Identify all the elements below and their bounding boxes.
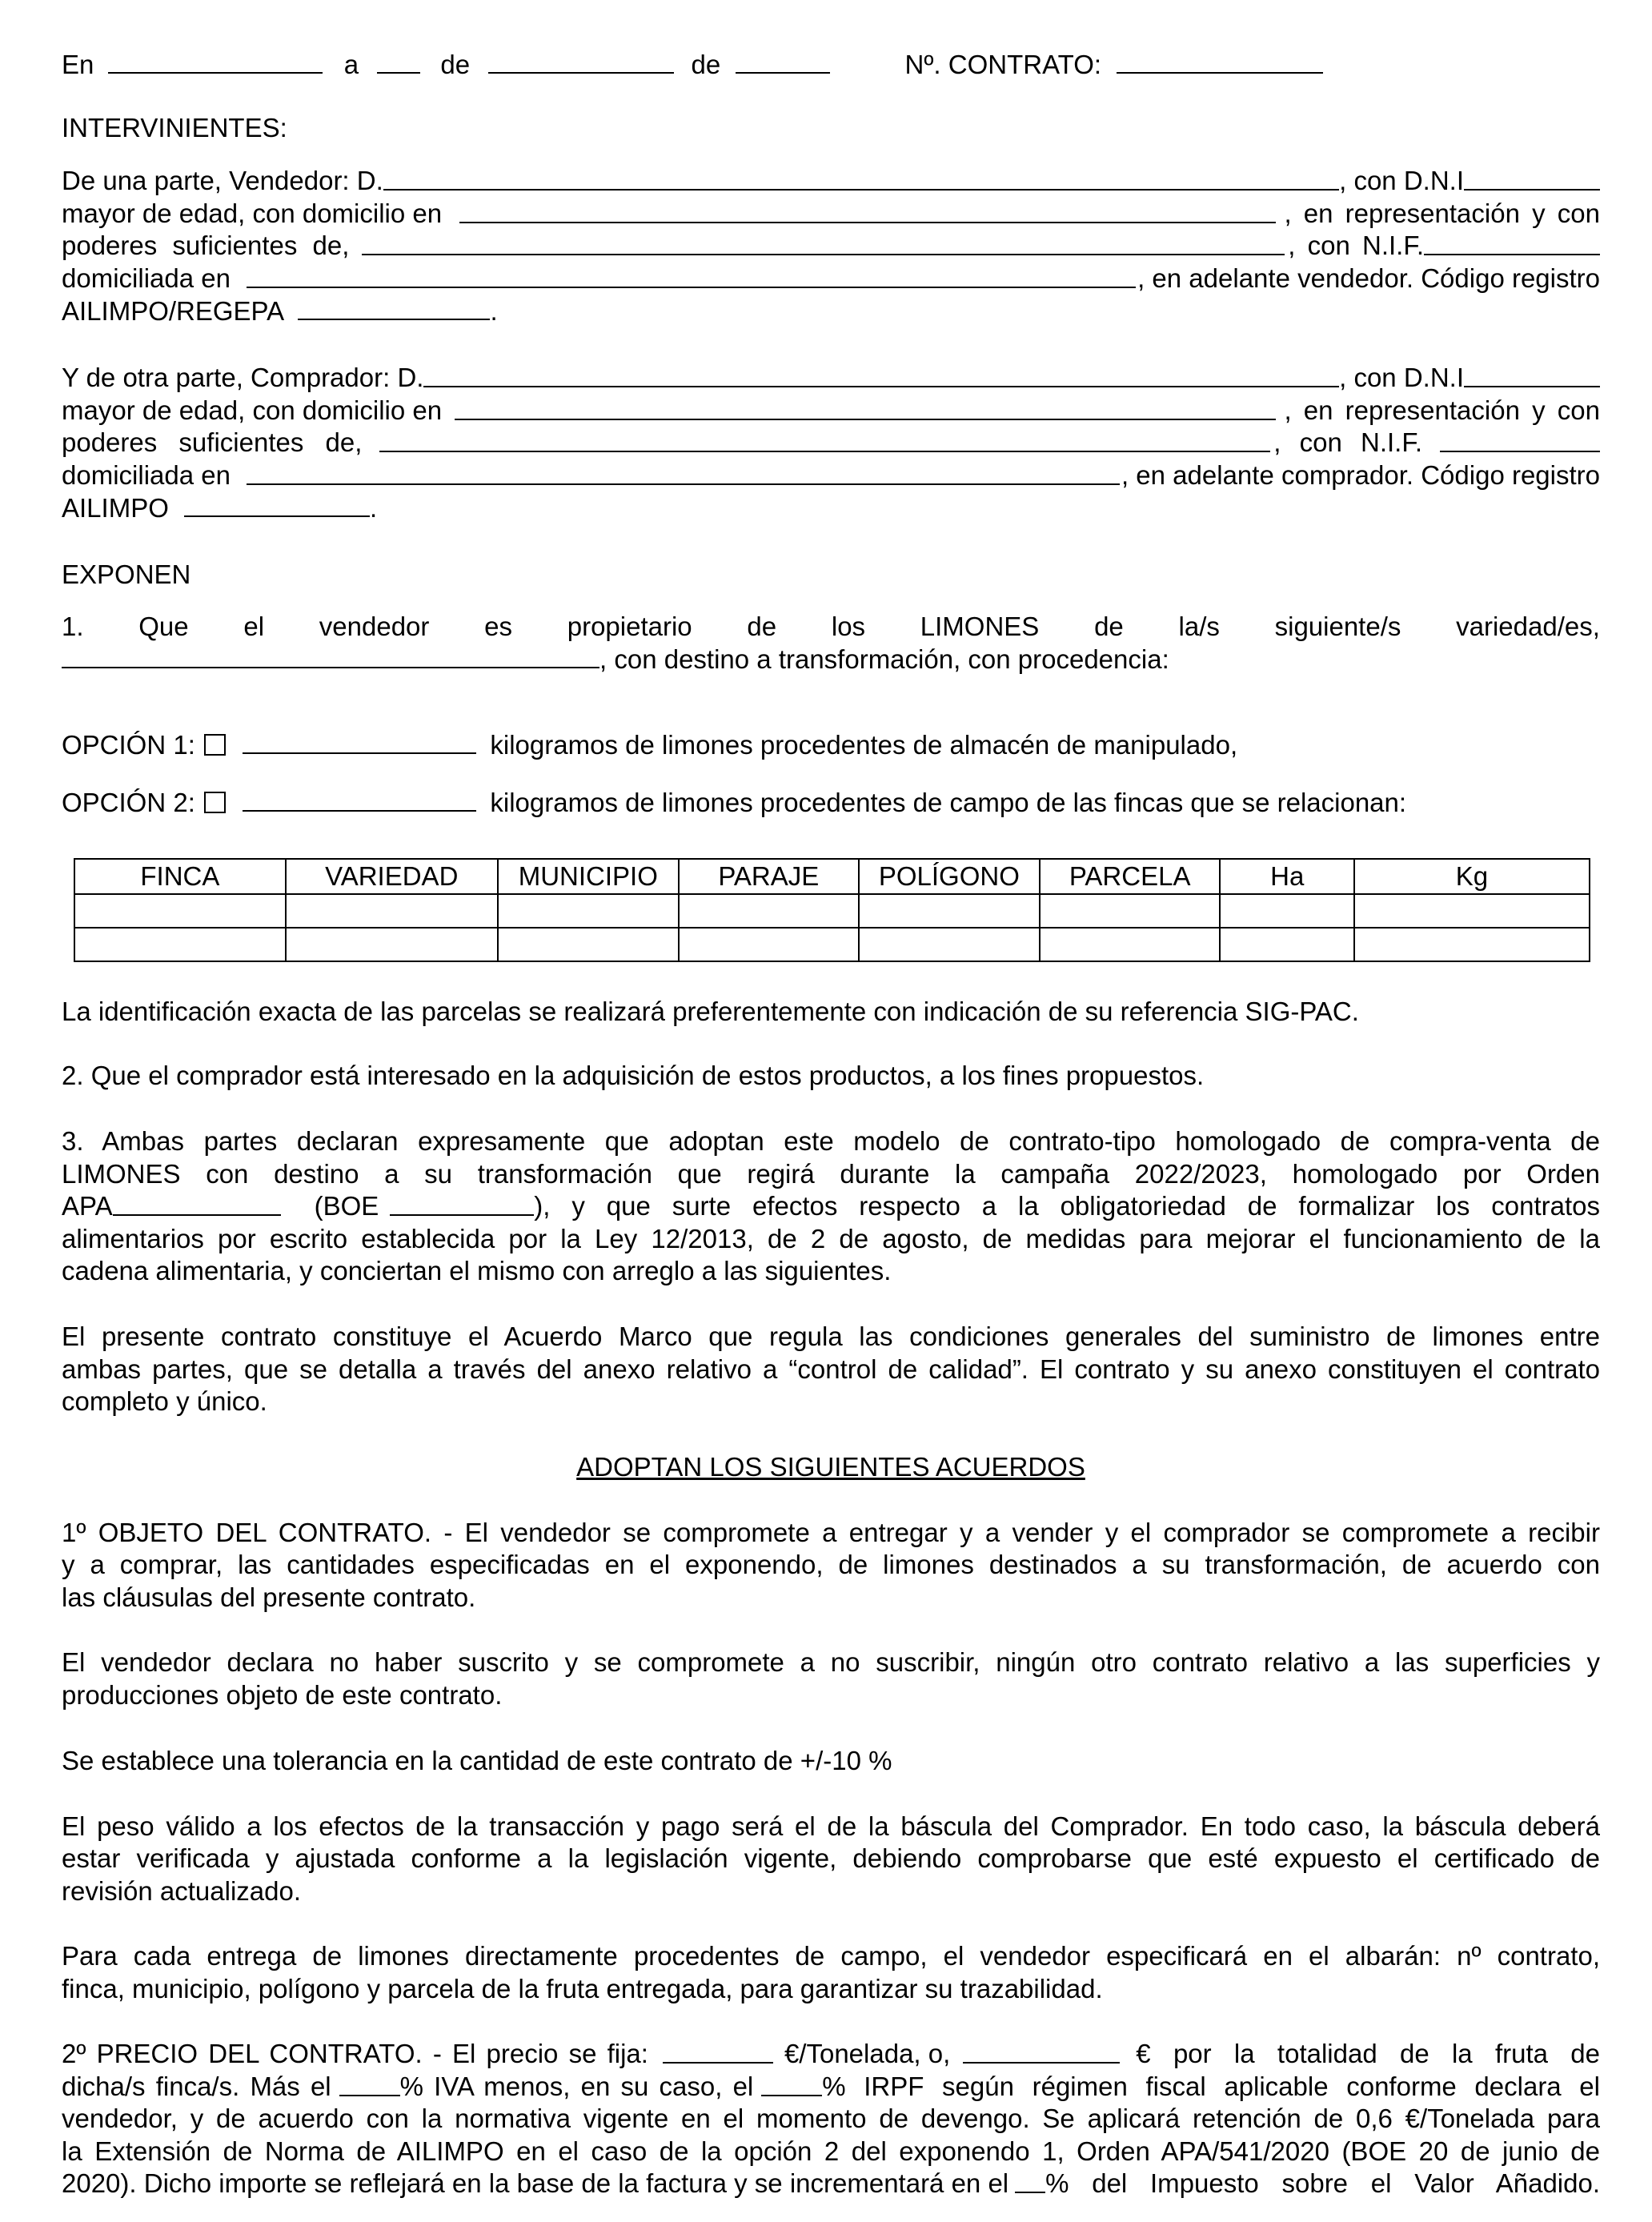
- header-en: En: [62, 50, 94, 79]
- comprador-line-5: AILIMPO .: [62, 493, 378, 523]
- iva-field[interactable]: [339, 2071, 400, 2096]
- comprador-line-3: poderes suficientes de, , con N.I.F.: [62, 427, 1600, 459]
- table-header-cell: POLÍGONO: [859, 859, 1040, 894]
- table-cell[interactable]: [1040, 928, 1221, 961]
- table-header-cell: Kg: [1354, 859, 1590, 894]
- variedad-field[interactable]: [62, 643, 599, 668]
- vendedor-line-4: domiciliada en , en adelante vendedor. Código registro: [62, 263, 1600, 293]
- table-cell[interactable]: [859, 894, 1040, 928]
- exponen-3-line-3: APA (BOE ), y que surte efectos respecto a la obligatoriedad de formalizar los contratos: [62, 1191, 1600, 1221]
- table-header-cell: MUNICIPIO: [498, 859, 679, 894]
- table-cell[interactable]: [859, 928, 1040, 961]
- exponen-3-line-2: LIMONES con destino a su transformación que regirá durante la campaña 2022/2023, homologado por Orden: [62, 1159, 1600, 1189]
- comprador-name-field[interactable]: [423, 362, 1339, 387]
- acuerdos-title: ADOPTAN LOS SIGUIENTES ACUERDOS: [576, 1452, 1085, 1482]
- exponen-1-line-1: 1. Que el vendedor es propietario de los LIMONES de la/s siguiente/s variedad/es,: [62, 612, 1600, 641]
- vendedor-line-3: poderes suficientes de, , con N.I.F.: [62, 230, 1600, 262]
- header-de2: de: [691, 50, 721, 79]
- exponen-2: 2. Que el comprador está interesado en la adquisición de estos productos, a los fines propuestos.: [62, 1061, 1205, 1090]
- vendedor-line-2: mayor de edad, con domicilio en , en representación y con: [62, 199, 1600, 228]
- objeto-line-3: las cláusulas del presente contrato.: [62, 1582, 476, 1612]
- table-header-cell: PARCELA: [1040, 859, 1221, 894]
- peso-line-2: estar verificada y ajustada conforme a la legislación vigente, debiendo comprobarse que esté expuesto el certificado de: [62, 1843, 1600, 1873]
- table-cell[interactable]: [74, 894, 286, 928]
- opcion-1-checkbox[interactable]: [204, 734, 226, 756]
- table-cell[interactable]: [1220, 928, 1354, 961]
- header-de1: de: [440, 50, 471, 79]
- vendedor-poderes-field[interactable]: [362, 230, 1285, 255]
- comprador-line-2: mayor de edad, con domicilio en , en representación y con: [62, 395, 1600, 425]
- comprador-registro-field[interactable]: [184, 491, 370, 517]
- table-cell[interactable]: [1354, 894, 1590, 928]
- no-suscrito-line-2: producciones objeto de este contrato.: [62, 1680, 503, 1710]
- exponen-1-line-2: , con destino a transformación, con procedencia:: [62, 643, 1600, 675]
- vendedor-name-field[interactable]: [383, 165, 1339, 191]
- opcion-2-checkbox[interactable]: [204, 792, 226, 813]
- table-cell[interactable]: [286, 894, 498, 928]
- opcion-2: OPCIÓN 2: kilogramos de limones procedentes de campo de las fincas que se relacionan:: [62, 788, 1407, 817]
- fincas-table: [74, 858, 1590, 962]
- vendedor-line-1: De una parte, Vendedor: D. , con D.N.I: [62, 165, 1600, 197]
- exponen-3-line-5: cadena alimentaria, y conciertan el mismo con arreglo a las siguientes.: [62, 1256, 892, 1285]
- orden-apa-field[interactable]: [113, 1190, 281, 1216]
- exponen-3-line-1: 3. Ambas partes declaran expresamente que adoptan este modelo de contrato-tipo homologado de compra-venta de: [62, 1126, 1600, 1156]
- precio-line-2: dicha/s finca/s. Más el % IVA menos, en su caso, el % IRPF según régimen fiscal aplicable conforme declara el: [62, 2072, 1600, 2101]
- date-day-field[interactable]: [377, 48, 420, 74]
- table-cell[interactable]: [498, 928, 679, 961]
- date-place-field[interactable]: [108, 48, 323, 74]
- precio-line-1: 2º PRECIO DEL CONTRATO. - El precio se fija: €/Tonelada, o, € por la totalidad de la fruta de: [62, 2039, 1600, 2068]
- iva-final-field[interactable]: [1015, 2168, 1045, 2193]
- precio-line-4: la Extensión de Norma de AILIMPO en el caso de la opción 2 del exponendo 1, Orden APA/541/2020 (BOE 20 de junio de: [62, 2136, 1600, 2166]
- comprador-line-4: domiciliada en , en adelante comprador. Código registro: [62, 460, 1600, 490]
- acuerdo-marco-line-1: El presente contrato constituye el Acuerdo Marco que regula las condiciones generales del suministro de limones entre: [62, 1322, 1600, 1351]
- entrega-line-1: Para cada entrega de limones directamente procedentes de campo, el vendedor especificará en el albarán: nº contrato,: [62, 1941, 1600, 1971]
- precio-line-5: 2020). Dicho importe se reflejará en la base de la factura y se incrementará en el % del Impuesto sobre el Valor Añadido.: [62, 2168, 1600, 2198]
- entrega-line-2: finca, municipio, polígono y parcela de la fruta entregada, para garantizar su trazabilidad.: [62, 1974, 1103, 2003]
- vendedor-dni-field[interactable]: [1464, 165, 1600, 191]
- table-header-cell: Ha: [1220, 859, 1354, 894]
- comprador-nif-field[interactable]: [1440, 427, 1600, 452]
- table-header-cell: FINCA: [74, 859, 286, 894]
- contract-number-field[interactable]: [1117, 48, 1323, 74]
- table-cell[interactable]: [1220, 894, 1354, 928]
- table-header-cell: PARAJE: [679, 859, 859, 894]
- table-header-cell: VARIEDAD: [286, 859, 498, 894]
- vendedor-nif-field[interactable]: [1424, 230, 1600, 255]
- table-row: [74, 928, 1590, 961]
- date-year-field[interactable]: [736, 48, 830, 74]
- table-cell[interactable]: [679, 894, 859, 928]
- boe-field[interactable]: [390, 1190, 534, 1216]
- no-suscrito-line-1: El vendedor declara no haber suscrito y se compromete a no suscribir, ningún otro contrato relativo a las superficies y: [62, 1647, 1600, 1677]
- exponen-3-line-4: alimentarios por escrito establecida por la Ley 12/2013, de 2 de agosto, de medidas para mejorar el funcionamiento de la: [62, 1224, 1600, 1253]
- opcion-1: OPCIÓN 1: kilogramos de limones procedentes de almacén de manipulado,: [62, 730, 1238, 760]
- exponen-title: EXPONEN: [62, 560, 191, 589]
- date-month-field[interactable]: [488, 48, 674, 74]
- table-cell[interactable]: [74, 928, 286, 961]
- header-line: [62, 48, 1600, 80]
- table-cell[interactable]: [498, 894, 679, 928]
- peso-line-3: revisión actualizado.: [62, 1876, 301, 1906]
- precio-total-field[interactable]: [963, 2038, 1120, 2064]
- acuerdo-marco-line-3: completo y único.: [62, 1386, 267, 1416]
- contract-number-label: Nº. CONTRATO:: [904, 50, 1102, 79]
- table-cell[interactable]: [679, 928, 859, 961]
- comprador-domicilio-field[interactable]: [455, 395, 1276, 420]
- precio-tonelada-field[interactable]: [663, 2038, 773, 2064]
- acuerdo-marco-line-2: ambas partes, que se detalla a través del anexo relativo a “control de calidad”. El contrato y su anexo constituyen el contrato: [62, 1354, 1600, 1384]
- vendedor-line-5: AILIMPO/REGEPA .: [62, 296, 498, 326]
- tolerancia: Se establece una tolerancia en la cantidad de este contrato de +/-10 %: [62, 1746, 892, 1775]
- peso-line-1: El peso válido a los efectos de la transacción y pago será el de la báscula del Comprador. En todo caso, la báscula deberá: [62, 1811, 1600, 1841]
- header-a: a: [343, 50, 359, 79]
- vendedor-domicilio-field[interactable]: [459, 198, 1276, 223]
- objeto-line-2: y a comprar, las cantidades especificadas en el exponendo, de limones destinados a su transformación, de acuerdo con: [62, 1550, 1600, 1579]
- table-cell[interactable]: [286, 928, 498, 961]
- table-cell[interactable]: [1354, 928, 1590, 961]
- table-cell[interactable]: [1040, 894, 1221, 928]
- sigpac-note: La identificación exacta de las parcelas se realizará preferentemente con indicación de su referencia SIG-PAC.: [62, 997, 1359, 1026]
- vendedor-domiciliada-field[interactable]: [247, 263, 1136, 288]
- vendedor-registro-field[interactable]: [298, 295, 490, 320]
- table-row: [74, 894, 1590, 928]
- precio-line-3: vendedor, y de acuerdo con la normativa vigente en el momento de devengo. Se aplicará retención de 0,6 €/Tonelada para: [62, 2104, 1600, 2133]
- opcion-1-kg-field[interactable]: [243, 728, 476, 754]
- opcion-2-kg-field[interactable]: [243, 786, 476, 812]
- comprador-poderes-field[interactable]: [379, 427, 1270, 452]
- comprador-dni-field[interactable]: [1464, 362, 1600, 387]
- objeto-line-1: 1º OBJETO DEL CONTRATO. - El vendedor se compromete a entregar y a vender y el comprador se compromete a recibir: [62, 1518, 1600, 1547]
- comprador-line-1: Y de otra parte, Comprador: D. , con D.N.I: [62, 362, 1600, 394]
- irpf-field[interactable]: [761, 2071, 822, 2096]
- comprador-domiciliada-field[interactable]: [247, 459, 1120, 485]
- table-header-row: [74, 859, 1590, 894]
- intervinientes-title: INTERVINIENTES:: [62, 113, 287, 142]
